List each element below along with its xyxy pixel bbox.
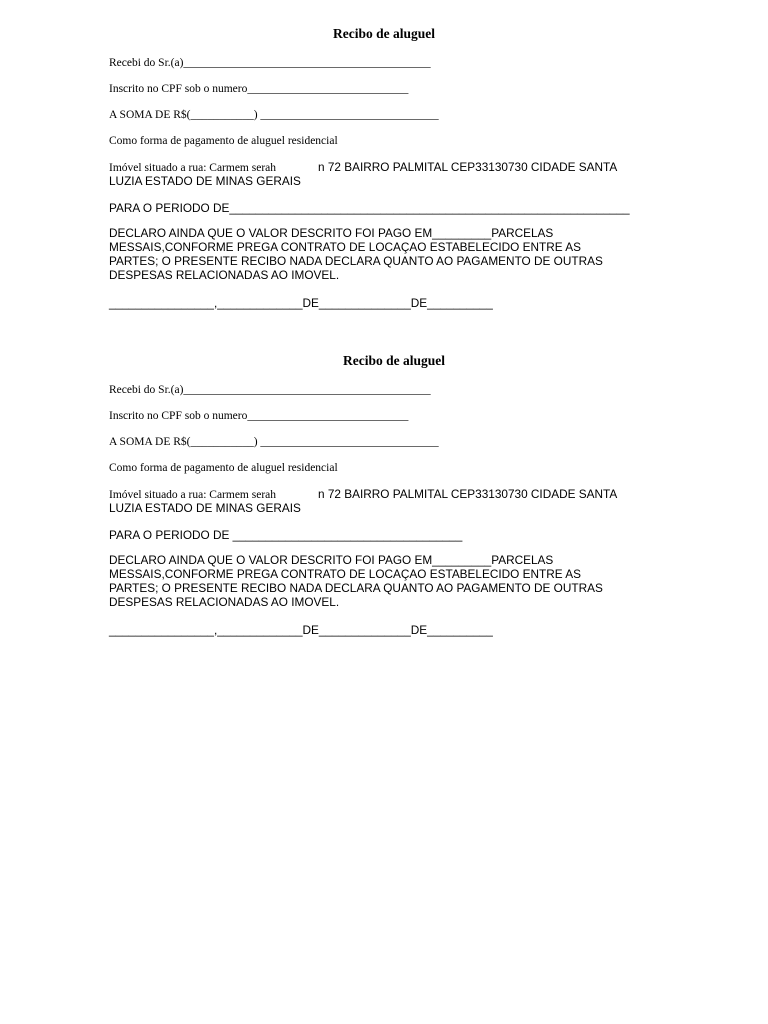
receipt-title: Recibo de aluguel	[332, 26, 435, 41]
cpf-line: Inscrito no CPF sob o numero____________________________	[109, 410, 409, 422]
declaracao-paragraph: DECLARO AINDA QUE O VALOR DESCRITO FOI PAGO EM_________PARCELAS MESSAIS,CONFORME PREGA CONTRATO DE LOCAÇAO ESTABELECIDO ENTRE AS PARTES; O PRESENTE RECIBO NADA DECLARA QUANTO AO PAGAMENTO DE OUTRAS DESPESAS RELACIONADAS AO IMOVEL.	[109, 226, 603, 282]
imovel-line	[109, 160, 617, 175]
cpf-line: Inscrito no CPF sob o numero____________________________	[109, 83, 409, 95]
imovel-address: n 72 BAIRRO PALMITAL CEP33130730 CIDADE SANTA	[318, 487, 618, 501]
soma-line: A SOMA DE R$(___________) _______________________________	[109, 109, 439, 121]
data-assinatura-line: ________________,_____________DE______________DE__________	[109, 296, 493, 310]
periodo-line: PARA O PERIODO DE_____________________________________________________________	[109, 201, 630, 215]
recebi-line: Recebi do Sr.(a)___________________________________________	[109, 384, 431, 396]
soma-line: A SOMA DE R$(___________) _______________________________	[109, 436, 439, 448]
imovel-street: Imóvel situado a rua: Carmem serah	[109, 489, 277, 501]
imovel-city-line: LUZIA ESTADO DE MINAS GERAIS	[109, 174, 301, 188]
periodo-line: PARA O PERIODO DE ___________________________________	[109, 528, 463, 542]
imovel-line	[109, 487, 617, 502]
recebi-line: Recebi do Sr.(a)___________________________________________	[109, 57, 431, 69]
imovel-street: Imóvel situado a rua: Carmem serah	[109, 162, 277, 174]
data-assinatura-line: ________________,_____________DE______________DE__________	[109, 623, 493, 637]
declaracao-paragraph: DECLARO AINDA QUE O VALOR DESCRITO FOI PAGO EM_________PARCELAS MESSAIS,CONFORME PREGA CONTRATO DE LOCAÇAO ESTABELECIDO ENTRE AS PARTES; O PRESENTE RECIBO NADA DECLARA QUANTO AO PAGAMENTO DE OUTRAS DESPESAS RELACIONADAS AO IMOVEL.	[109, 553, 603, 609]
imovel-city-line: LUZIA ESTADO DE MINAS GERAIS	[109, 501, 301, 515]
forma-pagamento-line: Como forma de pagamento de aluguel residencial	[109, 462, 338, 474]
imovel-address: n 72 BAIRRO PALMITAL CEP33130730 CIDADE SANTA	[318, 160, 618, 174]
forma-pagamento-line: Como forma de pagamento de aluguel residencial	[109, 135, 338, 147]
receipt-title: Recibo de aluguel	[342, 353, 445, 368]
